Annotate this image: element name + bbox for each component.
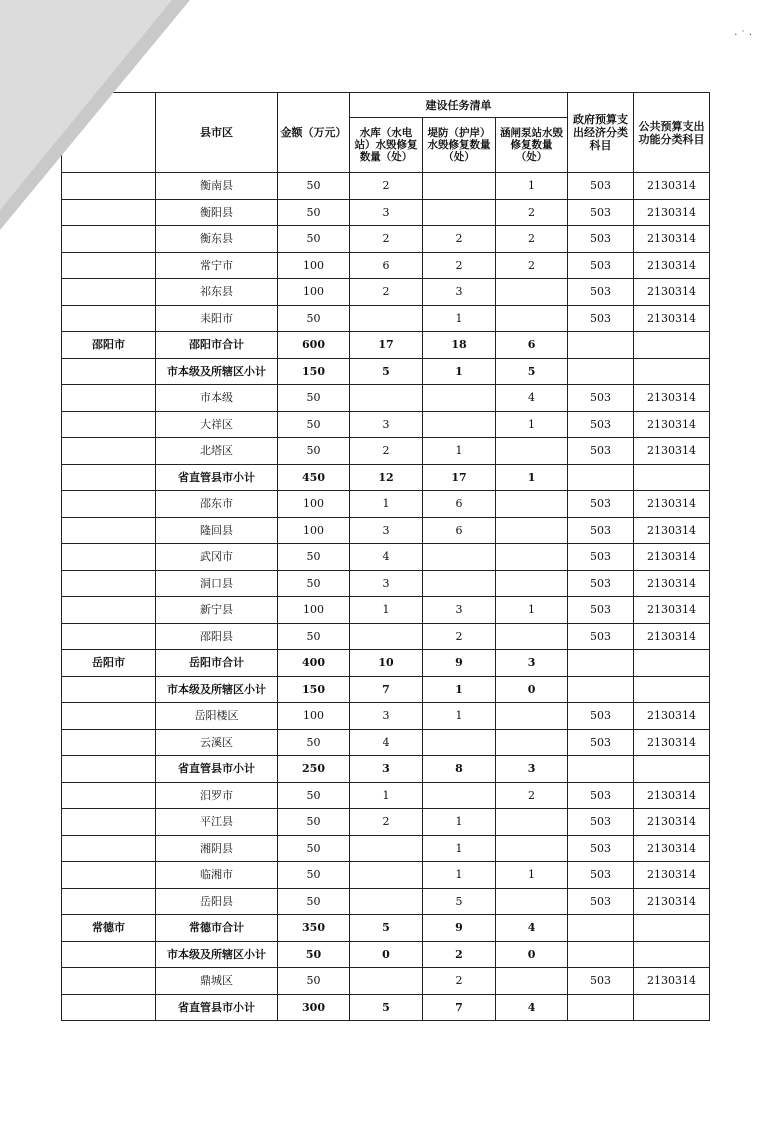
table-row [62, 941, 710, 968]
econ-category-cell: 503 [568, 491, 634, 518]
city-cell [62, 888, 156, 915]
reservoir-count-cell: 1 [350, 597, 423, 624]
header-tasks: 建设任务清单 [350, 93, 568, 118]
dike-count-cell [423, 570, 496, 597]
reservoir-count-cell: 3 [350, 517, 423, 544]
city-cell [62, 676, 156, 703]
econ-category-cell: 503 [568, 411, 634, 438]
econ-category-cell [568, 941, 634, 968]
city-cell [62, 438, 156, 465]
reservoir-count-cell: 3 [350, 411, 423, 438]
func-category-cell: 2130314 [634, 888, 710, 915]
amount-cell: 50 [278, 968, 350, 995]
amount-cell: 50 [278, 782, 350, 809]
table-row [62, 862, 710, 889]
amount-cell: 250 [278, 756, 350, 783]
county-cell: 北塔区 [156, 438, 278, 465]
econ-category-cell: 503 [568, 835, 634, 862]
amount-cell: 50 [278, 385, 350, 412]
sluice-count-cell: 1 [496, 862, 568, 889]
table-row [62, 809, 710, 836]
amount-cell: 50 [278, 835, 350, 862]
sluice-count-cell [496, 729, 568, 756]
econ-category-cell: 503 [568, 438, 634, 465]
func-category-cell [634, 941, 710, 968]
dike-count-cell: 1 [423, 703, 496, 730]
dike-count-cell [423, 385, 496, 412]
econ-category-cell: 503 [568, 703, 634, 730]
county-cell: 湘阴县 [156, 835, 278, 862]
amount-cell: 100 [278, 703, 350, 730]
city-cell [62, 252, 156, 279]
amount-cell: 50 [278, 623, 350, 650]
scan-specks: · ˙ · [734, 30, 752, 41]
amount-cell: 50 [278, 941, 350, 968]
dike-count-cell: 2 [423, 941, 496, 968]
func-category-cell: 2130314 [634, 623, 710, 650]
city-cell [62, 464, 156, 491]
econ-category-cell [568, 464, 634, 491]
amount-cell: 300 [278, 994, 350, 1021]
dike-count-cell: 9 [423, 650, 496, 677]
econ-category-cell: 503 [568, 570, 634, 597]
table-row [62, 438, 710, 465]
sluice-count-cell: 3 [496, 756, 568, 783]
sluice-count-cell: 4 [496, 915, 568, 942]
county-cell: 汨罗市 [156, 782, 278, 809]
reservoir-count-cell: 5 [350, 358, 423, 385]
sluice-count-cell: 2 [496, 252, 568, 279]
amount-cell: 100 [278, 279, 350, 306]
county-cell: 市本级及所辖区小计 [156, 941, 278, 968]
table-row [62, 252, 710, 279]
city-cell [62, 411, 156, 438]
county-cell: 武冈市 [156, 544, 278, 571]
func-category-cell: 2130314 [634, 411, 710, 438]
reservoir-count-cell: 7 [350, 676, 423, 703]
func-category-cell: 2130314 [634, 862, 710, 889]
header-econ-category: 政府预算支出经济分类科目 [568, 93, 634, 173]
city-cell: 岳阳市 [62, 650, 156, 677]
table-row [62, 756, 710, 783]
reservoir-count-cell [350, 835, 423, 862]
econ-category-cell [568, 332, 634, 359]
func-category-cell: 2130314 [634, 279, 710, 306]
county-cell: 岳阳县 [156, 888, 278, 915]
county-cell: 鼎城区 [156, 968, 278, 995]
amount-cell: 100 [278, 597, 350, 624]
dike-count-cell: 3 [423, 279, 496, 306]
county-cell: 省直管县市小计 [156, 756, 278, 783]
sluice-count-cell [496, 517, 568, 544]
city-cell [62, 597, 156, 624]
header-amount: 金额（万元） [278, 93, 350, 173]
econ-category-cell [568, 650, 634, 677]
econ-category-cell [568, 756, 634, 783]
econ-category-cell [568, 994, 634, 1021]
reservoir-count-cell: 2 [350, 173, 423, 200]
dike-count-cell [423, 199, 496, 226]
sluice-count-cell: 1 [496, 464, 568, 491]
sluice-count-cell: 1 [496, 597, 568, 624]
econ-category-cell: 503 [568, 517, 634, 544]
func-category-cell: 2130314 [634, 199, 710, 226]
header-dike: 堤防（护岸）水毁修复数量（处） [423, 118, 496, 173]
func-category-cell: 2130314 [634, 809, 710, 836]
sluice-count-cell [496, 888, 568, 915]
county-cell: 衡东县 [156, 226, 278, 253]
sluice-count-cell [496, 438, 568, 465]
table-row [62, 491, 710, 518]
dike-count-cell: 1 [423, 835, 496, 862]
amount-cell: 450 [278, 464, 350, 491]
reservoir-count-cell: 10 [350, 650, 423, 677]
sluice-count-cell: 4 [496, 385, 568, 412]
county-cell: 大祥区 [156, 411, 278, 438]
func-category-cell: 2130314 [634, 438, 710, 465]
dike-count-cell: 17 [423, 464, 496, 491]
reservoir-count-cell: 3 [350, 756, 423, 783]
city-cell [62, 544, 156, 571]
table-row [62, 279, 710, 306]
func-category-cell: 2130314 [634, 782, 710, 809]
table-body [62, 173, 710, 1021]
city-cell [62, 279, 156, 306]
sluice-count-cell: 0 [496, 941, 568, 968]
func-category-cell [634, 676, 710, 703]
dike-count-cell: 3 [423, 597, 496, 624]
amount-cell: 50 [278, 888, 350, 915]
reservoir-count-cell: 2 [350, 279, 423, 306]
econ-category-cell: 503 [568, 385, 634, 412]
county-cell: 岳阳楼区 [156, 703, 278, 730]
reservoir-count-cell: 2 [350, 809, 423, 836]
amount-cell: 50 [278, 411, 350, 438]
econ-category-cell [568, 358, 634, 385]
dike-count-cell: 2 [423, 226, 496, 253]
func-category-cell: 2130314 [634, 385, 710, 412]
dike-count-cell: 6 [423, 517, 496, 544]
sluice-count-cell [496, 279, 568, 306]
reservoir-count-cell: 3 [350, 570, 423, 597]
amount-cell: 100 [278, 491, 350, 518]
amount-cell: 50 [278, 226, 350, 253]
page-fold-corner-highlight [0, 0, 172, 210]
table-row [62, 888, 710, 915]
county-cell: 邵东市 [156, 491, 278, 518]
city-cell: 邵阳市 [62, 332, 156, 359]
dike-count-cell: 5 [423, 888, 496, 915]
table-row [62, 782, 710, 809]
reservoir-count-cell: 17 [350, 332, 423, 359]
city-cell [62, 994, 156, 1021]
func-category-cell: 2130314 [634, 703, 710, 730]
amount-cell: 50 [278, 305, 350, 332]
func-category-cell: 2130314 [634, 544, 710, 571]
table-row [62, 703, 710, 730]
dike-count-cell: 9 [423, 915, 496, 942]
reservoir-count-cell [350, 862, 423, 889]
city-cell [62, 968, 156, 995]
sluice-count-cell: 4 [496, 994, 568, 1021]
func-category-cell: 2130314 [634, 729, 710, 756]
table-row [62, 676, 710, 703]
header-sluice: 涵闸泵站水毁修复数量（处） [496, 118, 568, 173]
econ-category-cell: 503 [568, 226, 634, 253]
econ-category-cell: 503 [568, 173, 634, 200]
sluice-count-cell: 2 [496, 199, 568, 226]
dike-count-cell: 1 [423, 862, 496, 889]
reservoir-count-cell: 12 [350, 464, 423, 491]
table-row [62, 332, 710, 359]
amount-cell: 50 [278, 438, 350, 465]
city-cell [62, 941, 156, 968]
table-row [62, 729, 710, 756]
table-row [62, 650, 710, 677]
county-cell: 常宁市 [156, 252, 278, 279]
func-category-cell: 2130314 [634, 491, 710, 518]
reservoir-count-cell: 3 [350, 199, 423, 226]
reservoir-count-cell: 1 [350, 491, 423, 518]
sluice-count-cell: 1 [496, 411, 568, 438]
county-cell: 新宁县 [156, 597, 278, 624]
county-cell: 隆回县 [156, 517, 278, 544]
dike-count-cell [423, 173, 496, 200]
amount-cell: 50 [278, 862, 350, 889]
table-row [62, 411, 710, 438]
city-cell [62, 756, 156, 783]
dike-count-cell: 2 [423, 968, 496, 995]
city-cell [62, 385, 156, 412]
amount-cell: 50 [278, 544, 350, 571]
sluice-count-cell [496, 968, 568, 995]
reservoir-count-cell: 1 [350, 782, 423, 809]
func-category-cell: 2130314 [634, 968, 710, 995]
econ-category-cell: 503 [568, 305, 634, 332]
dike-count-cell: 1 [423, 438, 496, 465]
func-category-cell: 2130314 [634, 835, 710, 862]
amount-cell: 50 [278, 199, 350, 226]
table-row [62, 570, 710, 597]
sluice-count-cell [496, 809, 568, 836]
dike-count-cell [423, 411, 496, 438]
dike-count-cell: 1 [423, 676, 496, 703]
sluice-count-cell [496, 491, 568, 518]
county-cell: 市本级及所辖区小计 [156, 676, 278, 703]
econ-category-cell: 503 [568, 729, 634, 756]
amount-cell: 400 [278, 650, 350, 677]
sluice-count-cell [496, 835, 568, 862]
dike-count-cell [423, 782, 496, 809]
econ-category-cell: 503 [568, 597, 634, 624]
sluice-count-cell [496, 305, 568, 332]
func-category-cell: 2130314 [634, 517, 710, 544]
county-cell: 省直管县市小计 [156, 464, 278, 491]
table-row [62, 385, 710, 412]
econ-category-cell: 503 [568, 279, 634, 306]
func-category-cell: 2130314 [634, 173, 710, 200]
city-cell [62, 862, 156, 889]
sluice-count-cell: 1 [496, 173, 568, 200]
table-row [62, 305, 710, 332]
city-cell [62, 703, 156, 730]
amount-cell: 350 [278, 915, 350, 942]
dike-count-cell [423, 544, 496, 571]
amount-cell: 50 [278, 570, 350, 597]
county-cell: 市本级 [156, 385, 278, 412]
amount-cell: 50 [278, 729, 350, 756]
reservoir-count-cell: 0 [350, 941, 423, 968]
func-category-cell: 2130314 [634, 252, 710, 279]
sluice-count-cell: 2 [496, 226, 568, 253]
table-row [62, 623, 710, 650]
table-row [62, 517, 710, 544]
county-cell: 衡南县 [156, 173, 278, 200]
table-row [62, 464, 710, 491]
reservoir-count-cell: 2 [350, 226, 423, 253]
city-cell [62, 729, 156, 756]
county-cell: 邵阳市合计 [156, 332, 278, 359]
table-row [62, 835, 710, 862]
sluice-count-cell: 2 [496, 782, 568, 809]
econ-category-cell: 503 [568, 862, 634, 889]
reservoir-count-cell [350, 623, 423, 650]
table-row [62, 994, 710, 1021]
dike-count-cell: 18 [423, 332, 496, 359]
amount-cell: 150 [278, 358, 350, 385]
city-cell [62, 623, 156, 650]
city-cell [62, 358, 156, 385]
sluice-count-cell: 6 [496, 332, 568, 359]
reservoir-count-cell: 6 [350, 252, 423, 279]
county-cell: 耒阳市 [156, 305, 278, 332]
func-category-cell: 2130314 [634, 226, 710, 253]
table-row [62, 597, 710, 624]
city-cell [62, 517, 156, 544]
dike-count-cell: 1 [423, 809, 496, 836]
reservoir-count-cell: 5 [350, 915, 423, 942]
func-category-cell [634, 915, 710, 942]
reservoir-count-cell: 2 [350, 438, 423, 465]
sluice-count-cell [496, 623, 568, 650]
func-category-cell: 2130314 [634, 305, 710, 332]
reservoir-count-cell [350, 968, 423, 995]
county-cell: 云溪区 [156, 729, 278, 756]
city-cell [62, 809, 156, 836]
city-cell [62, 782, 156, 809]
dike-count-cell: 8 [423, 756, 496, 783]
amount-cell: 150 [278, 676, 350, 703]
city-cell [62, 835, 156, 862]
econ-category-cell: 503 [568, 809, 634, 836]
county-cell: 临湘市 [156, 862, 278, 889]
dike-count-cell: 6 [423, 491, 496, 518]
county-cell: 平江县 [156, 809, 278, 836]
city-cell [62, 305, 156, 332]
dike-count-cell: 2 [423, 623, 496, 650]
reservoir-count-cell [350, 305, 423, 332]
amount-cell: 600 [278, 332, 350, 359]
func-category-cell [634, 332, 710, 359]
reservoir-count-cell [350, 385, 423, 412]
func-category-cell [634, 358, 710, 385]
table-row [62, 358, 710, 385]
econ-category-cell [568, 915, 634, 942]
amount-cell: 100 [278, 517, 350, 544]
econ-category-cell: 503 [568, 544, 634, 571]
econ-category-cell: 503 [568, 782, 634, 809]
header-county: 县市区 [156, 93, 278, 173]
econ-category-cell: 503 [568, 199, 634, 226]
budget-table [61, 92, 710, 1021]
county-cell: 祁东县 [156, 279, 278, 306]
table-row [62, 544, 710, 571]
func-category-cell [634, 464, 710, 491]
econ-category-cell: 503 [568, 968, 634, 995]
sluice-count-cell: 3 [496, 650, 568, 677]
county-cell: 市本级及所辖区小计 [156, 358, 278, 385]
reservoir-count-cell: 5 [350, 994, 423, 1021]
city-cell: 常德市 [62, 915, 156, 942]
city-cell [62, 491, 156, 518]
reservoir-count-cell: 4 [350, 544, 423, 571]
amount-cell: 50 [278, 173, 350, 200]
county-cell: 岳阳市合计 [156, 650, 278, 677]
city-cell [62, 570, 156, 597]
sluice-count-cell [496, 703, 568, 730]
county-cell: 衡阳县 [156, 199, 278, 226]
func-category-cell [634, 994, 710, 1021]
table-row [62, 915, 710, 942]
dike-count-cell: 1 [423, 305, 496, 332]
county-cell: 省直管县市小计 [156, 994, 278, 1021]
func-category-cell: 2130314 [634, 597, 710, 624]
reservoir-count-cell: 3 [350, 703, 423, 730]
dike-count-cell: 1 [423, 358, 496, 385]
amount-cell: 100 [278, 252, 350, 279]
county-cell: 常德市合计 [156, 915, 278, 942]
county-cell: 洞口县 [156, 570, 278, 597]
county-cell: 邵阳县 [156, 623, 278, 650]
sluice-count-cell: 0 [496, 676, 568, 703]
sluice-count-cell [496, 544, 568, 571]
table-row [62, 968, 710, 995]
reservoir-count-cell: 4 [350, 729, 423, 756]
header-func-category: 公共预算支出功能分类科目 [634, 93, 710, 173]
header-reservoir: 水库（水电站）水毁修复数量（处） [350, 118, 423, 173]
amount-cell: 50 [278, 809, 350, 836]
sluice-count-cell [496, 570, 568, 597]
dike-count-cell [423, 729, 496, 756]
func-category-cell: 2130314 [634, 570, 710, 597]
sluice-count-cell: 5 [496, 358, 568, 385]
econ-category-cell: 503 [568, 623, 634, 650]
reservoir-count-cell [350, 888, 423, 915]
econ-category-cell: 503 [568, 252, 634, 279]
econ-category-cell: 503 [568, 888, 634, 915]
func-category-cell [634, 650, 710, 677]
dike-count-cell: 7 [423, 994, 496, 1021]
econ-category-cell [568, 676, 634, 703]
func-category-cell [634, 756, 710, 783]
dike-count-cell: 2 [423, 252, 496, 279]
